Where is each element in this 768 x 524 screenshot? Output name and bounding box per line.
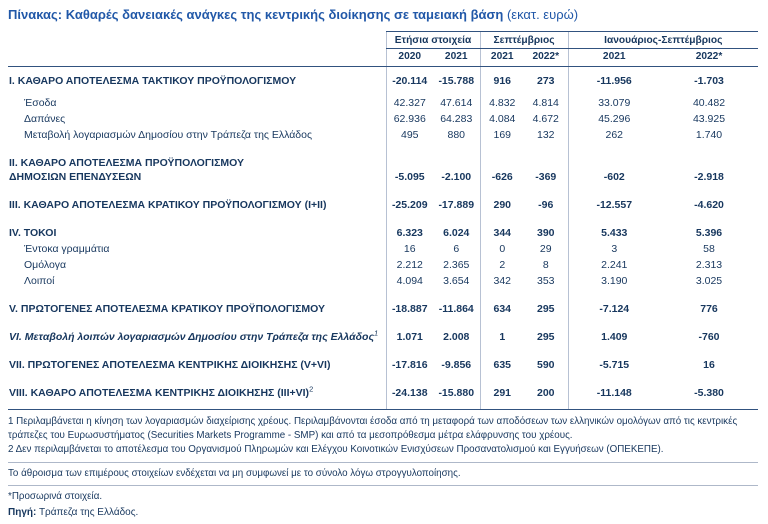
source-text: Τράπεζα της Ελλάδος.	[38, 506, 139, 518]
cell-value: 33.079	[568, 89, 660, 111]
row-label: III. ΚΑΘΑΡΟ ΑΠΟΤΕΛΕΣΜΑ ΚΡΑΤΙΚΟΥ ΠΡΟΫΠΟΛΟΓΙΣΜΟΥ (I+II)	[9, 199, 327, 211]
cell-value: -760	[698, 331, 720, 343]
table-row	[8, 127, 758, 143]
col-year-2022-jansep: 2022*	[660, 49, 758, 67]
cell-value: 2.008	[443, 331, 470, 343]
source-line	[8, 507, 758, 518]
cell-value: 1	[480, 317, 524, 345]
cell-value: 495	[386, 127, 433, 143]
cell-value: 880	[447, 129, 466, 141]
cell-value: 1.740	[695, 129, 723, 141]
cell-value: 290	[480, 185, 524, 213]
row-label: Μεταβολή λογαριασμών Δημοσίου στην Τράπεζα της Ελλάδος	[24, 129, 313, 141]
cell-value: -18.887	[386, 289, 433, 317]
row-label: II. ΚΑΘΑΡΟ ΑΠΟΤΕΛΕΣΜΑ ΠΡΟΫΠΟΛΟΓΙΣΜΟΥ ΔΗΜΟΣΙΩΝ ΕΠΕΝΔΥΣΕΩΝ	[9, 157, 244, 183]
cell-value: 273	[537, 75, 555, 87]
col-group-annual: Ετήσια στοιχεία	[386, 32, 480, 49]
footnote-2: 2 Δεν περιλαμβάνεται το αποτέλεσμα του Οργανισμού Πληρωμών και Ελέγχου Κοινοτικών Ενισχύσεων Προσανατολισμού και Εγγυήσεων (ΟΠΕΚΕΠΕ).	[8, 444, 664, 456]
col-year-2022-sep: 2022*	[524, 49, 568, 67]
cell-value: 3	[568, 241, 660, 257]
cell-value: 58	[703, 243, 715, 255]
cell-value: 4.672	[532, 113, 559, 125]
cell-value: 5.396	[695, 227, 723, 239]
cell-value: 4.814	[532, 97, 559, 109]
cell-value: -5.715	[568, 345, 660, 373]
data-table	[8, 31, 758, 410]
cell-value: 262	[568, 127, 660, 143]
cell-value: -17.816	[386, 345, 433, 373]
col-year-2020-annual: 2020	[386, 49, 433, 67]
cell-value: -25.209	[386, 185, 433, 213]
table-row	[8, 241, 758, 257]
cell-value: 2	[480, 257, 524, 273]
cell-value: 2.313	[695, 259, 723, 271]
cell-value: -5.380	[660, 373, 758, 410]
table-row	[8, 345, 758, 373]
cell-value: 1.071	[386, 317, 433, 345]
cell-value: 590	[537, 359, 555, 371]
header-label-spacer	[8, 32, 386, 49]
cell-value: -15.788	[438, 75, 475, 87]
table-row	[8, 273, 758, 289]
cell-value: 2.241	[568, 257, 660, 273]
cell-value: 353	[537, 275, 555, 287]
table-row	[8, 289, 758, 317]
cell-value: -626	[480, 143, 524, 185]
cell-value: 3.190	[568, 273, 660, 289]
row-label: I. ΚΑΘΑΡΟ ΑΠΟΤΕΛΕΣΜΑ ΤΑΚΤΙΚΟΥ ΠΡΟΫΠΟΛΟΓΙΣΜΟΥ	[9, 75, 297, 87]
cell-value: 29	[539, 243, 552, 255]
row-label: Ομόλογα	[24, 259, 67, 271]
footnote-1: 1 Περιλαμβάνεται η κίνηση των λογαριασμών διαχείρισης χρέους. Περιλαμβάνονται έσοδα από τη μεταφορά των αποδόσεων των ελληνικών ομολόγων από τις κεντρικές τράπεζες του Ευρωσυστήματος (Securities Markets Programme - SMP) και από τα μεσοπρόθεσμα μέτρα ελάφρυνσης του χρέους.	[8, 416, 738, 441]
table-row	[8, 317, 758, 345]
cell-value: -12.557	[568, 185, 660, 213]
page-title-unit: (εκατ. ευρώ)	[506, 7, 579, 22]
cell-value: 42.327	[386, 89, 433, 111]
cell-value: 1.409	[568, 317, 660, 345]
footnotes	[8, 415, 758, 457]
cell-value: 634	[480, 289, 524, 317]
cell-value: 295	[537, 303, 555, 315]
cell-value: -11.148	[568, 373, 660, 410]
table-row	[8, 89, 758, 111]
cell-value: 0	[480, 241, 524, 257]
cell-value: 2.365	[443, 259, 470, 271]
table-body	[8, 67, 758, 410]
cell-value: 40.482	[692, 97, 726, 109]
cell-value: 43.925	[692, 113, 726, 125]
table-row	[8, 373, 758, 410]
col-year-2021-sep: 2021	[480, 49, 524, 67]
row-label: Δαπάνες	[24, 113, 66, 125]
cell-value: 16	[386, 241, 433, 257]
col-year-2021-annual: 2021	[433, 49, 480, 67]
cell-value: 62.936	[386, 111, 433, 127]
table-row	[8, 67, 758, 90]
page-title-main: Πίνακας: Καθαρές δανειακές ανάγκες της κεντρικής διοίκησης σε ταμειακή βάση	[8, 7, 504, 22]
cell-value: 776	[700, 303, 718, 315]
cell-value: 64.283	[440, 113, 473, 125]
rounding-note: Το άθροισμα των επιμέρους στοιχείων ενδέχεται να μη συμφωνεί με το σύνολο λόγω στρογγυλοποίησης.	[8, 468, 461, 480]
cell-value: 635	[480, 345, 524, 373]
row-label: VII. ΠΡΩΤΟΓΕΝΕΣ ΑΠΟΤΕΛΕΣΜΑ ΚΕΝΤΡΙΚΗΣ ΔΙΟΙΚΗΣΗΣ (V+VI)	[9, 359, 331, 371]
page-title	[8, 7, 758, 22]
row-label: V. ΠΡΩΤΟΓΕΝΕΣ ΑΠΟΤΕΛΕΣΜΑ ΚΡΑΤΙΚΟΥ ΠΡΟΫΠΟΛΟΓΙΣΜΟΥ	[9, 303, 326, 315]
table-row	[8, 111, 758, 127]
cell-value: -7.124	[568, 289, 660, 317]
col-group-jan-sep: Ιανουάριος-Σεπτέμβριος	[568, 32, 758, 49]
row-label: Έντοκα γραμμάτια	[24, 243, 110, 255]
cell-value: 2.212	[386, 257, 433, 273]
cell-value: -11.956	[568, 67, 660, 90]
cell-value: 916	[480, 67, 524, 90]
cell-value: 169	[480, 127, 524, 143]
cell-value: -11.864	[438, 303, 474, 315]
cell-value: 390	[537, 227, 555, 239]
cell-value: 5.433	[568, 213, 660, 241]
cell-value: 344	[480, 213, 524, 241]
cell-value: 6.024	[443, 227, 470, 239]
cell-value: 47.614	[440, 97, 473, 109]
cell-value: -24.138	[386, 373, 433, 410]
cell-value: 342	[480, 273, 524, 289]
header-year-row	[8, 49, 758, 67]
cell-value: -4.620	[694, 199, 724, 211]
cell-value: 4.832	[480, 89, 524, 111]
cell-value: -20.114	[386, 67, 433, 90]
cell-value: 295	[537, 331, 555, 343]
table-row	[8, 213, 758, 241]
source-label: Πηγή:	[8, 506, 37, 518]
cell-value: -9.856	[441, 359, 472, 371]
row-label: Έσοδα	[24, 97, 57, 109]
row-label: VIII. ΚΑΘΑΡΟ ΑΠΟΤΕΛΕΣΜΑ ΚΕΝΤΡΙΚΗΣ ΔΙΟΙΚΗΣΗΣ $(III+VI)^2$	[8, 373, 386, 410]
cell-value: 45.296	[568, 111, 660, 127]
cell-value: -15.880	[433, 373, 480, 410]
divider	[8, 485, 758, 486]
cell-value: 291	[480, 373, 524, 410]
row-label: IV. ΤΟΚΟΙ	[9, 227, 57, 239]
cell-value: 16	[703, 359, 715, 371]
cell-value: 3.654	[443, 275, 470, 287]
cell-value: -5.095	[386, 143, 433, 185]
table-row	[8, 143, 758, 185]
cell-value: 4.094	[386, 273, 433, 289]
header-label-spacer	[8, 49, 386, 67]
provisional-note: *Προσωρινά στοιχεία.	[8, 491, 103, 503]
cell-value: -602	[568, 143, 660, 185]
cell-value: -2.918	[694, 171, 724, 183]
col-group-september: Σεπτέμβριος	[480, 32, 568, 49]
col-year-2021-jansep: 2021	[568, 49, 660, 67]
table-row	[8, 185, 758, 213]
cell-value: 3.025	[695, 275, 723, 287]
cell-value: -96	[538, 199, 554, 211]
cell-value: -369	[535, 171, 557, 183]
cell-value: 6	[453, 243, 460, 255]
cell-value: 200	[524, 373, 568, 410]
divider	[8, 462, 758, 463]
cell-value: 4.084	[480, 111, 524, 127]
cell-value: 6.323	[386, 213, 433, 241]
cell-value: -17.889	[438, 199, 475, 211]
row-label: VI. Μεταβολή λοιπών λογαριασμών Δημοσίου στην Τράπεζα της Ελλάδος$^1$	[9, 328, 379, 343]
header-group-row	[8, 32, 758, 49]
row-label: Λοιποί	[24, 275, 55, 287]
cell-value: 8	[542, 259, 549, 271]
cell-value: 132	[537, 129, 555, 141]
cell-value: -1.703	[694, 75, 724, 87]
table-row	[8, 257, 758, 273]
cell-value: -2.100	[441, 171, 472, 183]
